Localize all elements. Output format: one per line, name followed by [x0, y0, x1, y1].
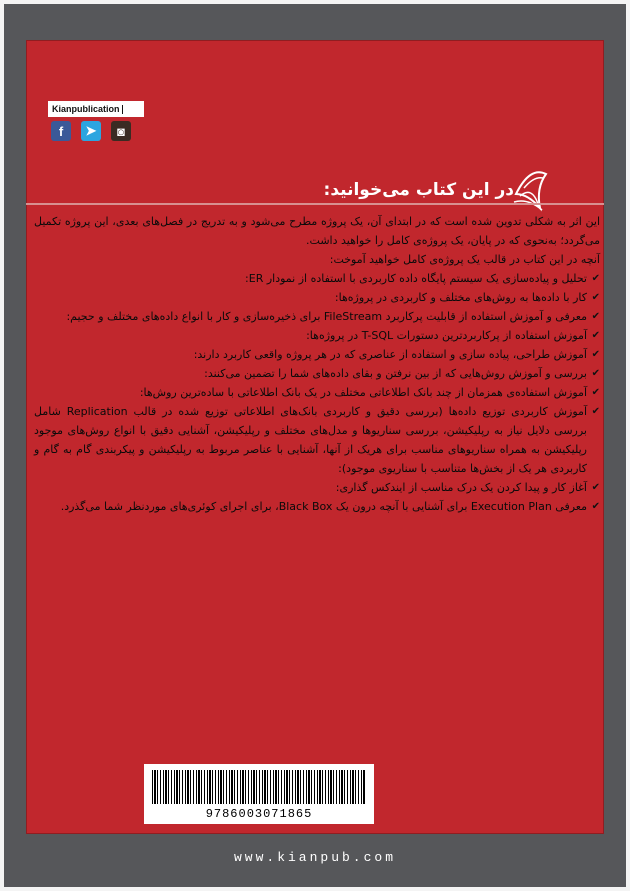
description-body — [34, 212, 600, 516]
heading-divider — [26, 203, 604, 205]
website-url[interactable]: www.kianpub.com — [233, 850, 397, 865]
checkmark-icon: ✔ — [591, 387, 600, 398]
checkmark-icon: ✔ — [591, 292, 600, 303]
list-item — [34, 307, 600, 326]
list-item-text: تحلیل و پیاده‌سازی یک سیستم پایگاه داده کاربردی با استفاده از نمودار ER: — [245, 272, 587, 285]
checkmark-icon: ✔ — [591, 368, 600, 379]
checkmark-icon: ✔ — [591, 406, 600, 417]
list-item-text: معرفی و آموزش استفاده از قابلیت پرکاربرد FileStream برای ذخیره‌سازی و کار با انواع داده‌های مختلف و حجیم: — [66, 310, 587, 323]
intro-lead: آنچه در این کتاب در قالب یک پروژه‌ی کامل خواهید آموخت: — [329, 253, 600, 266]
list-item-text: آموزش طراحی، پیاده سازی و استفاده از عناصری که در هر پروژه واقعی کاربرد دارند: — [193, 348, 587, 361]
barcode — [144, 764, 374, 824]
list-item — [34, 345, 600, 364]
list-item — [34, 478, 600, 497]
isbn-number: 9786003071865 — [205, 807, 313, 821]
checkmark-icon: ✔ — [591, 349, 600, 360]
checkmark-icon: ✔ — [591, 501, 600, 512]
list-item — [34, 326, 600, 345]
feature-list — [34, 269, 600, 516]
cursor-mark — [122, 105, 123, 114]
list-item — [34, 269, 600, 288]
list-item-text: آغاز کار و پیدا کردن یک درک مناسب از ایندکس گذاری: — [335, 481, 587, 494]
instagram-icon[interactable]: ◙ — [111, 121, 131, 141]
list-item — [34, 288, 600, 307]
list-item — [34, 383, 600, 402]
book-back-cover — [4, 4, 626, 887]
publisher-label — [48, 101, 144, 117]
list-item — [34, 497, 600, 516]
intro-paragraph: این اثر به شکلی تدوین شده است که در ابتدای آن، یک پروژه مطرح می‌شود و به تدریج در فصل‌های بعدی، این پروژه تکمیل می‌گردد؛ به‌نحوی که در پایان، یک پروژه‌ی کامل را خواهید داشت. — [34, 215, 600, 247]
list-item — [34, 364, 600, 383]
checkmark-icon: ✔ — [591, 330, 600, 341]
list-item-text: آموزش کاربردی توزیع داده‌ها (بررسی دقیق و کاربردی بانک‌های اطلاعاتی توزیع شده در قالب Replication شامل بررسی دلایل نیاز به رپلیکیشن، بررسی سناریوها و مدل‌های مختلف و رپلیکیشن، آشنایی دقیق با انواع روش‌های موجود رپلیکیشن به همراه سناریوهای مناسب برای هریک از آنها، آشنایی با عناصر مربوط به رپلیکیشن و پیکربندی گام به گام و کاربردی هر یک از بخش‌ها متناسب با سناریوی موجود): — [34, 405, 587, 475]
list-item-text: بررسی و آموزش روش‌هایی که از بین نرفتن و بقای داده‌های شما را تضمین می‌کنند: — [204, 367, 587, 380]
list-item-text: معرفی Execution Plan برای آشنایی با آنچه درون یک Black Box، برای اجرای کوئری‌های موردنظر شما می‌گذرد. — [60, 500, 587, 513]
checkmark-icon: ✔ — [591, 311, 600, 322]
list-item-text: کار با داده‌ها به روش‌های مختلف و کاربردی در پروژه‌ها: — [334, 291, 587, 304]
list-item — [34, 402, 600, 478]
barcode-bars — [152, 770, 366, 804]
list-item-text: آموزش استفاده از پرکاربردترین دستورات T-SQL در پروژه‌ها: — [306, 329, 587, 342]
telegram-icon[interactable]: ➤ — [81, 121, 101, 141]
publisher-name: Kianpublication — [52, 104, 120, 114]
checkmark-icon: ✔ — [591, 482, 600, 493]
checkmark-icon: ✔ — [591, 273, 600, 284]
list-item-text: آموزش استفاده‌ی همزمان از چند بانک اطلاعاتی مختلف در یک بانک اطلاعاتی با ساده‌ترین روش‌ها: — [139, 386, 587, 399]
facebook-icon[interactable]: f — [51, 121, 71, 141]
section-heading: در این کتاب می‌خوانید: — [323, 180, 514, 200]
